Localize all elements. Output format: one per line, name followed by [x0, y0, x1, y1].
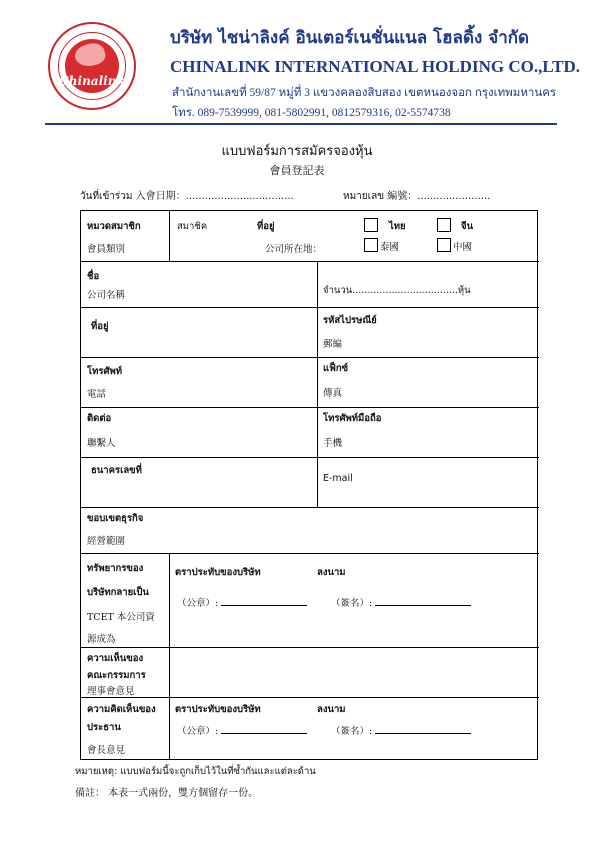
row-divider	[81, 647, 539, 648]
form-number-field[interactable]: หมายเลข 編號：.......................	[343, 191, 491, 202]
thailand-option-label-zh: 泰國	[380, 242, 400, 253]
footnote-chinese: 備註： 本表一式兩份，雙方個留存一份。	[75, 788, 259, 799]
row-divider	[81, 261, 539, 262]
bank-account-label: ธนาครเลขที่	[91, 465, 142, 476]
chairman-seal-label-zh: （公章）:	[177, 726, 219, 737]
row-divider	[81, 307, 539, 308]
location-label: ที่อยู่	[257, 221, 275, 232]
business-scope-label-zh: 經營範圍	[87, 536, 126, 547]
company-logo	[48, 22, 136, 110]
row-divider	[81, 407, 539, 408]
row-divider	[81, 553, 539, 554]
mobile-label: โทรศัพท์มือถือ	[323, 413, 382, 424]
share-amount-field[interactable]: จำนวน...................................หุ้น	[323, 285, 471, 296]
logo-wordmark: Chinalink	[59, 74, 125, 88]
company-name-label: ชื่อ	[87, 271, 100, 282]
postcode-label: รหัสไปรษณีย์	[323, 315, 377, 326]
seal-line[interactable]	[221, 605, 307, 606]
row-divider	[81, 357, 539, 358]
business-scope-label: ขอบเขตธุรกิจ	[87, 513, 144, 524]
company-seal-label: ตราประทับของบริษัท	[175, 567, 261, 578]
application-form-table	[80, 210, 538, 760]
contact-label-zh: 聯繫人	[87, 438, 116, 449]
resources-label-1: ทรัพยากรของ	[87, 563, 144, 574]
fax-label: แฟ็กซ์	[323, 363, 349, 374]
china-checkbox[interactable]	[437, 218, 451, 232]
postcode-label-zh: 郵編	[323, 339, 343, 350]
chairman-signature-line[interactable]	[375, 733, 471, 734]
chairman-opinion-label-zh: 會長意見	[87, 745, 126, 756]
thailand-checkbox[interactable]	[364, 218, 378, 232]
footnote-thai: หมายเหตุ: แบบฟอร์มนี้จะถูกเก็บไว้ในที่ซ้ำกันและแต่ละด้าน	[75, 766, 316, 777]
fax-label-zh: 傳真	[323, 388, 343, 399]
resources-label-3: TCET 本公司資	[87, 612, 155, 623]
company-name-label-zh: 公司名稱	[87, 290, 126, 301]
contact-label: ติดต่อ	[87, 413, 112, 424]
col-divider	[169, 553, 170, 760]
chairman-opinion-label-2: ประธาน	[87, 722, 121, 733]
col-divider	[169, 211, 170, 261]
row-divider	[81, 697, 539, 698]
form-title-thai: แบบฟอร์มการสมัครจองหุ้น	[221, 144, 373, 159]
header-divider	[45, 123, 557, 125]
chairman-signature-label: ลงนาม	[317, 704, 346, 715]
mobile-label-zh: 手機	[323, 438, 343, 449]
address-label: ที่อยู่	[91, 321, 109, 332]
row-divider	[81, 507, 539, 508]
seal-label-zh: （公章）:	[177, 598, 219, 609]
signature-line[interactable]	[375, 605, 471, 606]
signature-label-zh: （簽名）:	[331, 598, 373, 609]
thailand-option-label: ไทย	[389, 221, 406, 232]
telephone-label: โทรศัพท์	[87, 366, 123, 377]
telephone-label-zh: 電話	[87, 389, 107, 400]
col-divider	[317, 261, 318, 507]
china-checkbox-zh[interactable]	[437, 238, 451, 252]
chairman-seal-label: ตราประทับของบริษัท	[175, 704, 261, 715]
board-opinion-label-2: คณะกรรมการ	[87, 670, 146, 681]
resources-label-zh: 源成為	[87, 634, 116, 645]
chairman-opinion-label-1: ความคิดเห็นของ	[87, 704, 156, 715]
company-phone: โทร. 089-7539999, 081-5802991, 0812579316, 02-5574738	[172, 107, 451, 119]
chairman-seal-line[interactable]	[221, 733, 307, 734]
board-opinion-label-zh: 理事會意見	[87, 686, 135, 697]
member-label: สมาชิค	[177, 221, 208, 232]
board-opinion-label-1: ความเห็นของ	[87, 653, 144, 664]
resources-label-2: บริษัทกลายเป็น	[87, 587, 149, 598]
thailand-checkbox-zh[interactable]	[364, 238, 378, 252]
member-type-label: หมวดสมาชิก	[87, 221, 141, 232]
location-label-zh: 公司所在地：	[265, 244, 323, 255]
company-address: สำนักงานเลขที่ 59/87 หมู่ที่ 3 แขวงคลองสิบสอง เขตหนองจอก กรุงเทพมหานคร	[172, 87, 557, 99]
email-label: E-mail	[323, 473, 353, 484]
signature-label: ลงนาม	[317, 567, 346, 578]
member-type-label-zh: 會員類別	[87, 244, 126, 255]
join-date-field[interactable]: วันที่เข้าร่วม 入會日期：..................................	[80, 191, 294, 202]
company-name-thai: บริษัท ไชน่าลิงค์ อินเตอร์เนชั่นแนล โฮลดิ้ง จำกัด	[170, 28, 530, 48]
chairman-signature-label-zh: （簽名）:	[331, 726, 373, 737]
company-name-english: CHINALINK INTERNATIONAL HOLDING CO.,LTD.	[170, 57, 580, 76]
china-option-label-zh: 中國	[453, 242, 473, 253]
form-title-chinese: 會員登記表	[269, 164, 325, 177]
row-divider	[81, 457, 539, 458]
china-option-label: จีน	[461, 221, 474, 232]
